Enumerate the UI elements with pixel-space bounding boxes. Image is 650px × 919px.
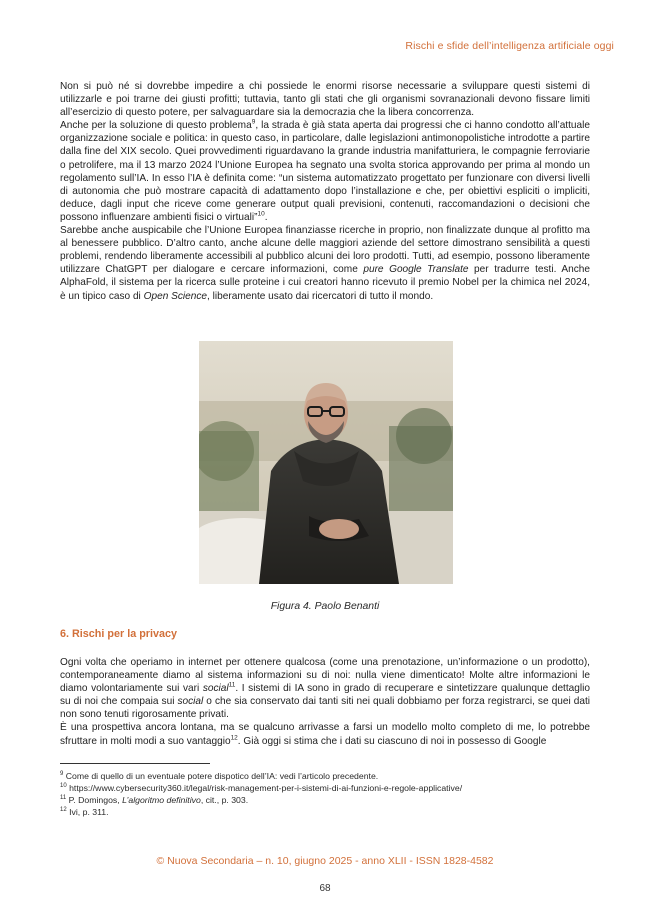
paragraph-text: Sarebbe anche auspicabile che l’Unione Europea finanziasse ricerche in proprio, non finalizzate dunque al profitto ma al benessere pubblico. D’altro canto, anche alcune delle maggiori aziende del settore dimostrano sensibilità a questi problemi, rendendo liberamente accessibili al pubblico alcuni dei loro prodotti. Tutti, ad esempio, possono liberamente utilizzare ChatGPT per dialogare e cercare informazioni, come: [60, 225, 590, 276]
footnote: [60, 770, 590, 782]
emphasis: pure Google Translate: [363, 264, 469, 276]
paragraph-text: . Già oggi si stima che i dati su ciascuno di noi in possesso di Google: [237, 735, 547, 747]
paragraph: [60, 721, 590, 747]
footnote-number: 9: [60, 771, 64, 778]
footnote-number: 10: [60, 783, 67, 790]
footnote-divider: [60, 763, 210, 764]
paragraph-text: È una prospettiva ancora lontana, ma se qualcuno arrivasse a farsi un modello molto completo di me, lo potrebbe sfruttare in molti modi a suo vantaggio: [60, 722, 590, 747]
paragraph-text: . I sistemi di IA sono in grado di recuperare e sintetizzare qualunque dettaglio su di noi che compaia sui: [60, 683, 590, 708]
intro-text: [60, 80, 590, 303]
section-heading: 6. Rischi per la privacy: [60, 628, 178, 640]
emphasis: social: [177, 696, 204, 708]
paragraph: [60, 119, 590, 224]
paragraph-text: o che sia conservato dai tanti siti nei quali dobbiamo per forza registrarci, se quei dati non sono tenuti rigorosamente privati.: [60, 696, 590, 721]
paragraph: [60, 656, 590, 721]
paragraph-text: Anche per la soluzione di questo problema: [60, 120, 252, 132]
portrait-illustration: [199, 341, 453, 584]
footnotes: [60, 770, 590, 818]
journal-footer: © Nuova Secondaria – n. 10, giugno 2025 - anno XLII - ISSN 1828-4582: [156, 855, 494, 867]
footnote: [60, 782, 590, 794]
footnote-ref[interactable]: 11: [228, 681, 236, 689]
footnote-number: 11: [60, 795, 67, 802]
paragraph-text: Ogni volta che operiamo in internet per ottenere qualcosa (come una prenotazione, un’informazione o un prodotto), contemporaneamente diamo al sistema informazioni su di noi: nulla viene dimenticato! Molte altre informazioni le diamo volontariamente sui vari: [60, 657, 590, 695]
footnote-text: Ivi, p. 311.: [66, 807, 109, 818]
paragraph-text: per tradurre testi. Anche AlphaFold, il sistema per la ricerca sulle proteine i cui creatori hanno ricevuto il premio Nobel per la chimica nel 2024, è un tipico caso di: [60, 264, 590, 302]
paragraph: [60, 80, 590, 119]
page-number: 68: [319, 883, 331, 894]
paragraph-text: Non si può né si dovrebbe impedire a chi possiede le enormi risorse necessarie a sviluppare questi sistemi di utilizzarle e poi trarne dei giusti profitti; tuttavia, tanto gli stati che gli organismi sovranazionali devono fissare limiti all’esercizio di questo potere, per salvaguardare sia la democrazia che la libera concorrenza.: [60, 81, 590, 119]
privacy-text: [60, 656, 590, 748]
footnote-text: Come di quello di un eventuale potere dispotico dell’IA: vedi l’articolo precedente.: [63, 771, 379, 781]
paragraph: [60, 224, 590, 303]
footnote-link[interactable]: https://www.cybersecurity360.it/legal/risk-management-per-i-sistemi-di-ai-funzioni-e-regole-applicative/: [66, 783, 463, 794]
footnote: [60, 794, 590, 806]
paragraph-text: .: [264, 211, 268, 223]
footnote-number: 12: [60, 807, 67, 814]
footnote: [60, 806, 590, 818]
footnote-ref[interactable]: 12: [230, 734, 238, 742]
figure-caption: Figura 4. Paolo Benanti: [270, 601, 380, 612]
footnote-ref[interactable]: 9: [251, 118, 256, 126]
paragraph-text: , la strada è già stata aperta dai progressi che ci hanno condotto all’attuale organizzazione sociale e politica: in questo caso, in particolare, dalle legislazioni antimonopolistiche introdotte a partire dalla fine del XIX secolo. Quei provvedimenti riguardavano la grande industria manifatturiera, le compagnie ferroviarie o petrolifere, ma il 13 marzo 2024 l’Unione Europea ha segnato una svolta storica approvando per prima al mondo un regolamento sull’IA. In esso l’IA è definita come: “un sistema automatizzato progettato per funzionare con diversi livelli di autonomia che può mostrare capacità di adattamento dopo l’installazione e che, per obiettivi espliciti o impliciti, deduce, dagli input che riceve come generare output quali previsioni, contenuti, raccomandazioni o decisioni che possono influenzare ambienti fisici o virtuali”: [60, 120, 591, 223]
running-title: Rischi e sfide dell’intelligenza artificiale oggi: [405, 40, 614, 52]
emphasis: social: [202, 683, 229, 695]
book-title: L’algoritmo definitivo: [122, 795, 201, 806]
emphasis: Open Science: [143, 290, 208, 302]
footnote-text: , cit., p. 303.: [200, 795, 249, 806]
paragraph-text: , liberamente usato dai ricercatori di tutto il mondo.: [207, 290, 434, 302]
footnote-text: P. Domingos,: [66, 795, 123, 806]
portrait-photo: [199, 341, 453, 584]
footnote-ref[interactable]: 10: [257, 210, 265, 218]
